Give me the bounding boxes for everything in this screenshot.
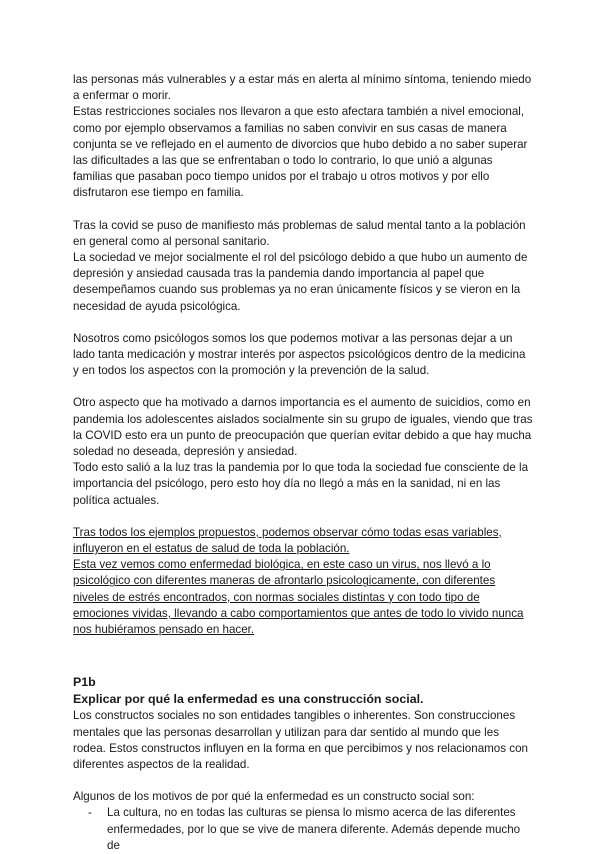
section-title: Explicar por qué la enfermedad es una construcción social. bbox=[73, 692, 424, 707]
dash-marker: - bbox=[88, 806, 92, 820]
paragraph-suicidios: Otro aspecto que ha motivado a darnos importancia es el aumento de suicidios, como en pandemia los adolescentes aislados socialmente sin su grupo de iguales, viendo que tras la COVID esto era un punto de preocupación que querían evitar debido a que hay mucha soledad no deseada, depresión y ansiedad. bbox=[73, 396, 533, 459]
paragraph-enfermedad-biologica-underlined: Esta vez vemos como enfermedad biológica, en este caso un virus, nos llevó a lo psicológico con diferentes maneras de afrontarlo psicologicamente, con diferentes niveles de estrés encontrados, con normas sociales distintas y con todo tipo de emociones vividas, llevando a cabo comportamientos que antes de todo lo vivido nunca nos hubiéramos pensado en hacer. bbox=[73, 558, 524, 637]
spacer bbox=[73, 509, 533, 525]
reasons-list bbox=[73, 805, 533, 854]
paragraph-restricciones: Estas restricciones sociales nos llevaron a que esto afectara también a nivel emocional, como por ejemplo observamos a familias no saben convivir en sus casas de manera conjunta se ve reflejado en el aumento de divorcios que hubo debido a no saber superar las dificultades a las que se enfrentaban o todo lo contrario, lo que unió a algunas familias que pasaban poco tiempo unidos por el trabajo u otros motivos y por ello disfrutaron ese tiempo en familia. bbox=[73, 105, 528, 200]
section-lead: Algunos de los motivos de por qué la enfermedad es un constructo social son: bbox=[73, 790, 475, 804]
document-body bbox=[73, 72, 533, 854]
paragraph-salud-mental: Tras la covid se puso de manifiesto más problemas de salud mental tanto a la población en general como al personal sanitario. bbox=[73, 218, 526, 248]
section-intro: Los constructos sociales no son entidades tangibles o inherentes. Son construcciones mentales que las personas desarrollan y utilizan para dar sentido al mundo que les rodea. Estos constructos influyen en la forma en que percibimos y nos relacionamos con diferentes aspectos de la realidad. bbox=[73, 709, 528, 771]
spacer bbox=[73, 379, 533, 395]
spacer bbox=[73, 202, 533, 218]
spacer bbox=[73, 638, 533, 674]
spacer bbox=[73, 315, 533, 331]
paragraph-motivar: Nosotros como psicólogos somos los que podemos motivar a las personas dejar a un lado tanta medicación y mostrar interés por aspectos psicológicos dentro de la medicina y en todos los aspectos con la promoción y la prevención de la salud. bbox=[73, 331, 526, 378]
section-code: P1b bbox=[73, 675, 96, 690]
list-item bbox=[88, 805, 533, 854]
paragraph-ejemplos-underlined: Tras todos los ejemplos propuestos, podemos observar cómo todas esas variables, influyeron en el estatus de salud de toda la población. bbox=[73, 525, 502, 556]
paragraph-vulnerables: las personas más vulnerables y a estar más en alerta al mínimo síntoma, teniendo miedo a enfermar o morir. bbox=[73, 73, 532, 103]
spacer bbox=[73, 773, 533, 789]
paragraph-rol-psicologo: La sociedad ve mejor socialmente el rol del psicólogo debido a que hubo un aumento de depresión y ansiedad causada tras la pandemia dando importancia al papel que desempeñamos cuando sus problemas ya no eran únicamente físicos y se vieron en la necesidad de ayuda psicológica. bbox=[73, 251, 528, 313]
paragraph-luz-pandemia: Todo esto salió a la luz tras la pandemia por lo que toda la sociedad fue consciente de la importancia del psicólogo, pero esto hoy día no llegó a más en la sanidad, ni en las política actuales. bbox=[73, 461, 529, 507]
list-item-text: La cultura, no en todas las culturas se piensa lo mismo acerca de las diferentes enfermedades, por lo que se vive de manera diferente. Además depende mucho de bbox=[107, 806, 521, 852]
